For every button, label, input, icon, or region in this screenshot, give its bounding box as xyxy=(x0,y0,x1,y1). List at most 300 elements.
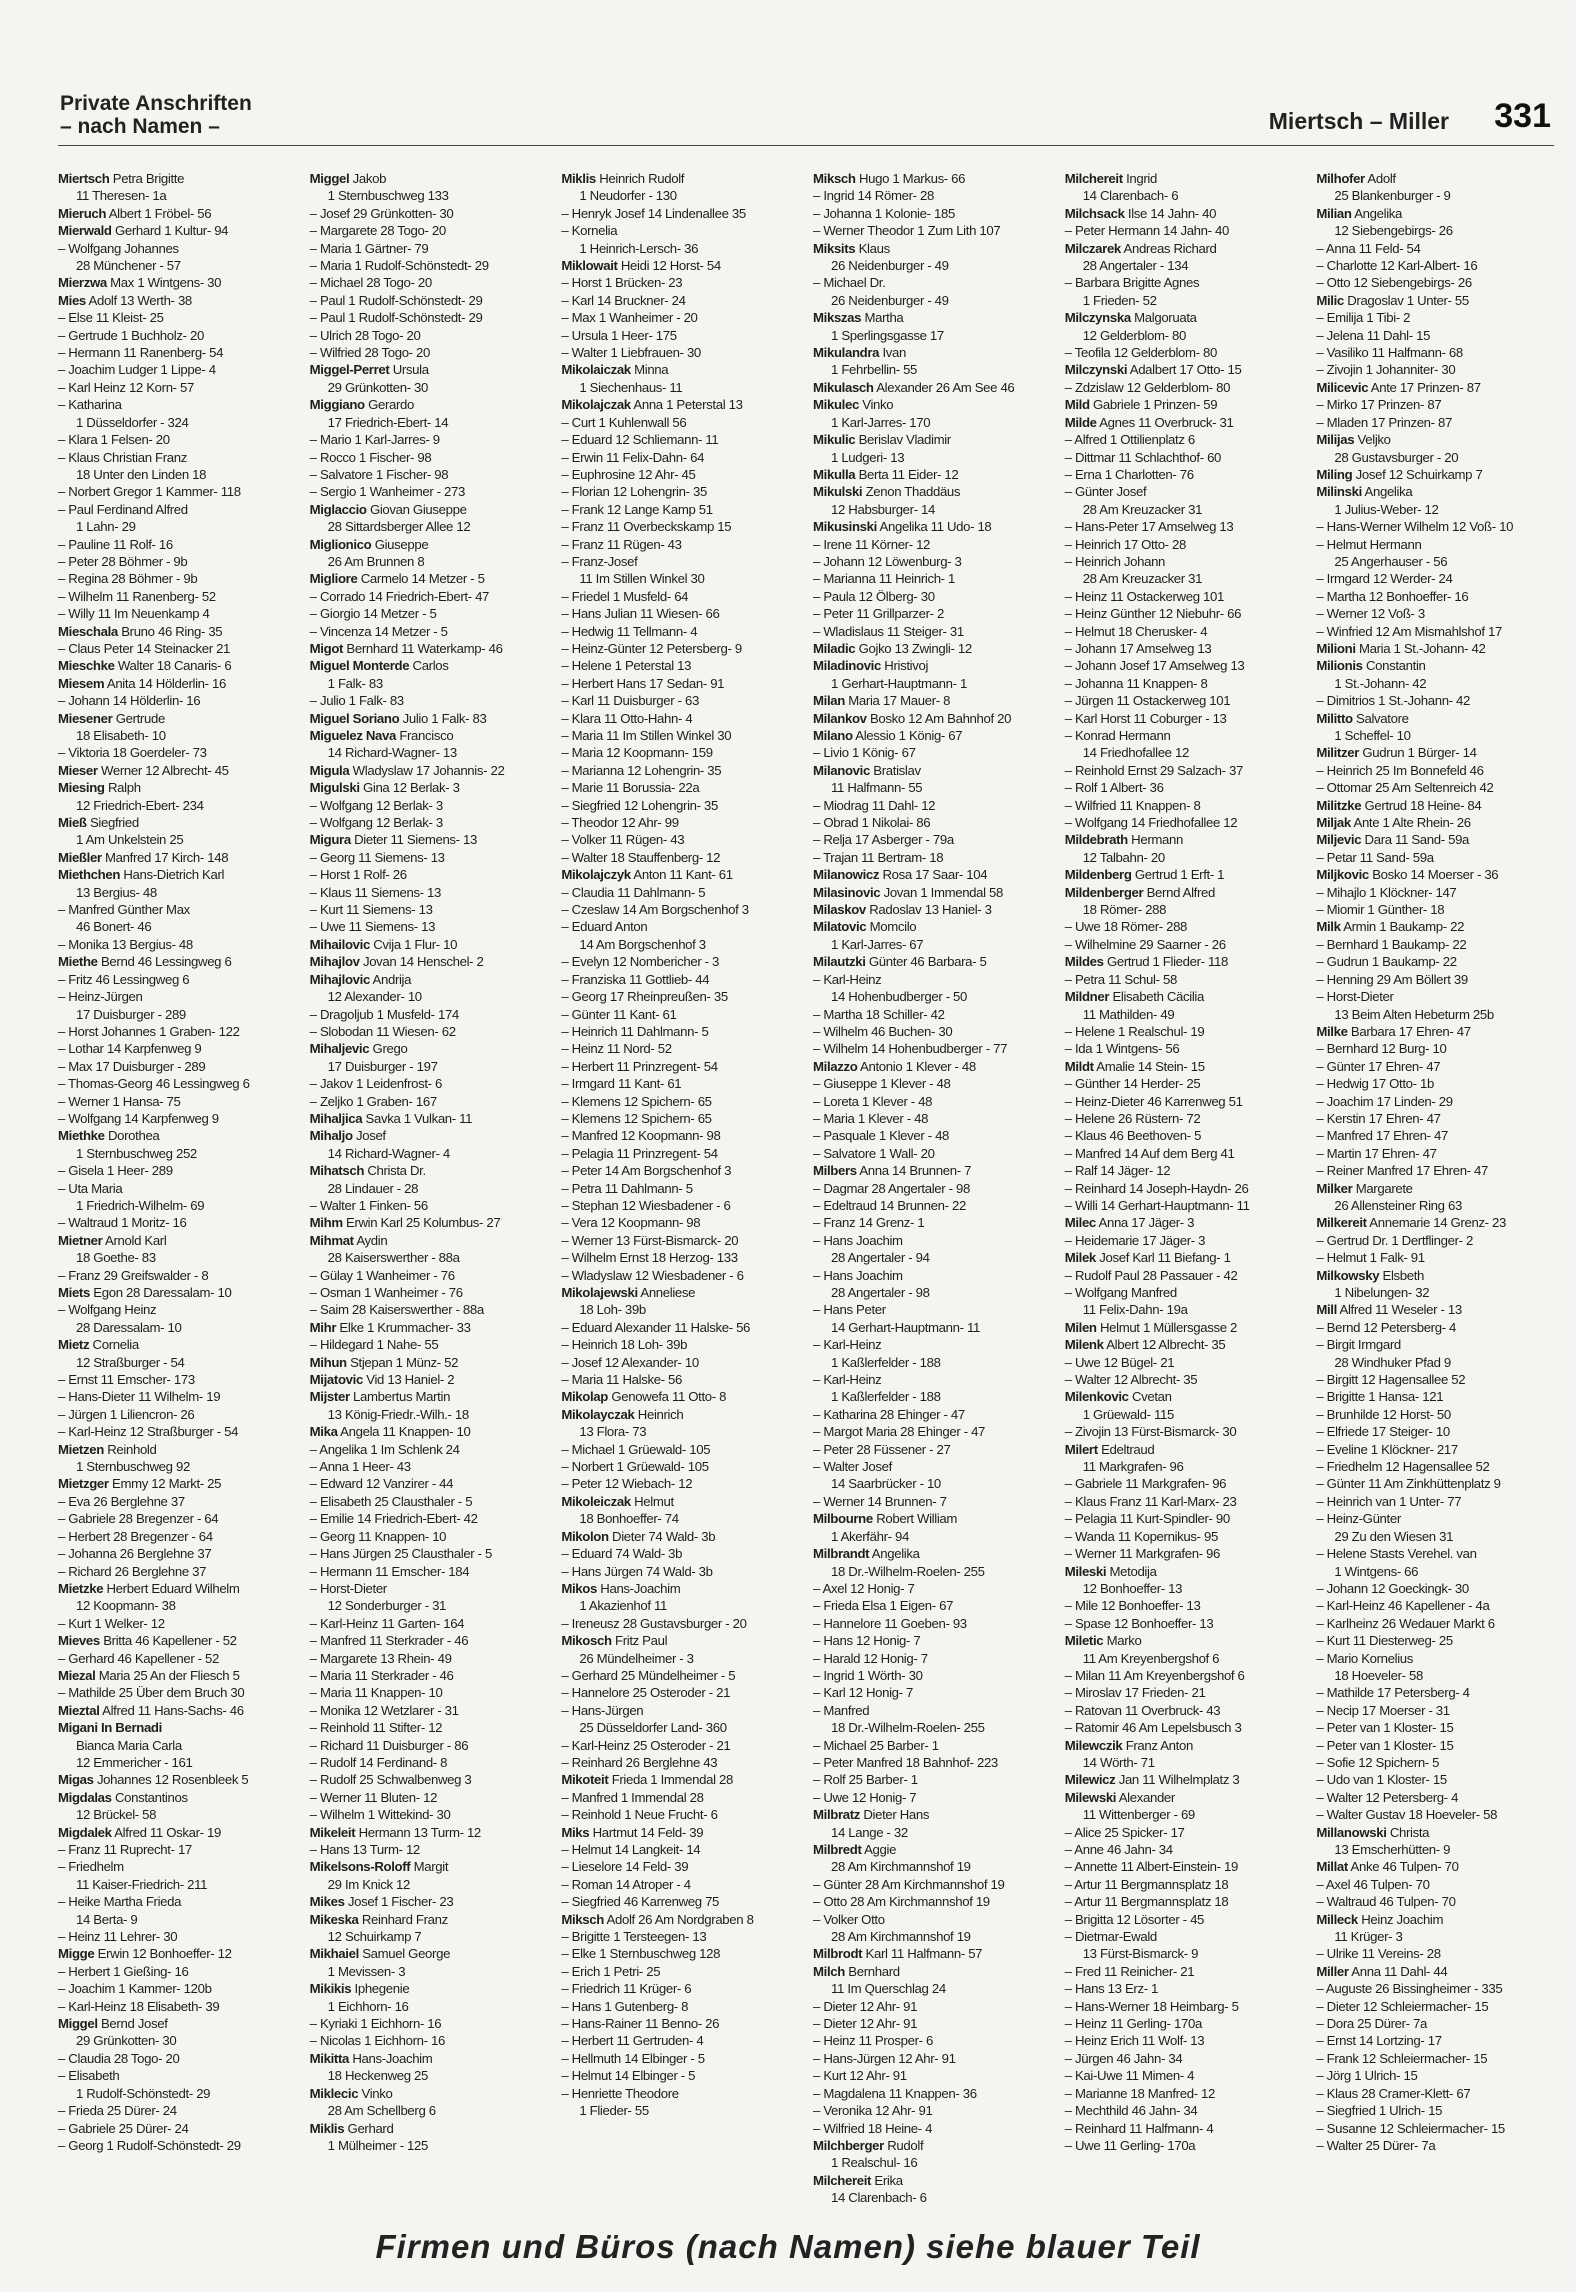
entry-surname: Mildes xyxy=(1064,954,1104,970)
entry-details: Andreas Richard xyxy=(1120,240,1217,256)
entry-surname: Milde xyxy=(1064,414,1097,430)
entry-details: Adalbert 17 Otto- 15 xyxy=(1127,362,1242,378)
entry-details: – Harald 12 Honig- 7 xyxy=(813,1650,928,1666)
entry-surname: Milazzo xyxy=(813,1058,858,1074)
directory-entry xyxy=(1065,831,1305,848)
directory-entry xyxy=(561,762,801,779)
entry-details: Bernd Alfred xyxy=(1143,884,1215,900)
directory-entry xyxy=(58,1615,298,1632)
directory-entry xyxy=(58,2050,298,2067)
directory-entry xyxy=(58,292,298,309)
entry-details: 18 Elisabeth- 10 xyxy=(76,728,166,743)
entry-surname: Mihaljevic xyxy=(309,1041,370,1057)
entry-details: – Walter Gustav 18 Hoeveler- 58 xyxy=(1316,1807,1498,1823)
entry-details: – Lieselore 14 Feld- 39 xyxy=(561,1859,689,1875)
directory-entry xyxy=(310,274,550,291)
entry-details: Ante 17 Prinzen- 87 xyxy=(1368,379,1481,395)
entry-details: Ante 1 Alte Rhein- 26 xyxy=(1350,815,1471,831)
directory-entry xyxy=(310,449,550,466)
directory-entry xyxy=(58,692,298,709)
directory-entry xyxy=(1316,1510,1556,1527)
entry-details: 13 Beim Alten Hebeturm 25b xyxy=(1334,1006,1494,1022)
directory-entry xyxy=(1065,1284,1305,1301)
entry-details: – Bernd 12 Petersberg- 4 xyxy=(1316,1319,1457,1335)
entry-details: – Heidemarie 17 Jäger- 3 xyxy=(1064,1232,1206,1248)
directory-column-4 xyxy=(813,170,1053,2206)
directory-entry xyxy=(813,466,1053,483)
entry-surname: Milijas xyxy=(1316,432,1355,448)
directory-entry xyxy=(813,866,1053,883)
entry-surname: Mikszas xyxy=(813,310,862,326)
entry-surname: Miklowait xyxy=(561,258,618,274)
directory-entry xyxy=(58,2067,298,2084)
directory-entry xyxy=(813,1006,1053,1023)
entry-details: Anna 11 Dahl- 44 xyxy=(1348,1963,1448,1979)
entry-surname: Mieruch xyxy=(58,205,107,221)
directory-entry xyxy=(1316,1006,1556,1023)
entry-details: – Paul 1 Rudolf-Schönstedt- 29 xyxy=(309,292,483,308)
directory-entry xyxy=(813,1998,1053,2015)
directory-entry xyxy=(1065,727,1305,744)
directory-entry xyxy=(1316,1423,1556,1440)
entry-details: – Hildegard 1 Nahe- 55 xyxy=(309,1337,439,1353)
directory-entry xyxy=(1065,1667,1305,1684)
entry-details: Hans-Joachim xyxy=(349,2050,433,2066)
entry-surname: Miggel-Perret xyxy=(309,362,390,378)
entry-details: – Hans 13 Turm- 12 xyxy=(309,1842,420,1857)
directory-entry xyxy=(58,1510,298,1527)
directory-entry xyxy=(813,1737,1053,1754)
entry-details: Berta 11 Eider- 12 xyxy=(855,466,959,482)
directory-entry xyxy=(1316,2050,1556,2067)
directory-entry xyxy=(813,483,1053,500)
entry-details: – Otto 28 Am Kirchmannshof 19 xyxy=(813,1894,990,1910)
directory-entry xyxy=(1316,553,1556,570)
directory-entry xyxy=(310,240,550,257)
directory-entry xyxy=(1316,849,1556,866)
directory-entry xyxy=(310,1650,550,1667)
directory-entry xyxy=(1316,1684,1556,1701)
directory-entry xyxy=(813,1475,1053,1492)
entry-surname: Mietz xyxy=(58,1337,90,1353)
entry-details: – Rudolf Paul 28 Passauer - 42 xyxy=(1064,1267,1238,1283)
directory-entry xyxy=(561,1093,801,1110)
entry-surname: Mihaljica xyxy=(309,1110,363,1126)
entry-surname: Mildenberger xyxy=(1064,884,1144,900)
entry-details: – Ernst 11 Emscher- 173 xyxy=(58,1372,195,1388)
entry-details: 14 Richard-Wagner- 4 xyxy=(327,1145,450,1161)
entry-details: – Wilhelmine 29 Saarner - 26 xyxy=(1064,936,1226,952)
directory-entry xyxy=(58,2085,298,2102)
entry-details: – Wilfried 18 Heine- 4 xyxy=(813,2120,933,2136)
entry-details: Gina 12 Berlak- 3 xyxy=(359,780,460,796)
directory-entry xyxy=(58,797,298,814)
directory-entry xyxy=(561,953,801,970)
entry-details: Constantin xyxy=(1362,658,1426,674)
entry-details: Britta 46 Kapellener - 52 xyxy=(99,1633,237,1649)
directory-entry xyxy=(1065,1580,1305,1597)
directory-entry xyxy=(310,1615,550,1632)
directory-entry xyxy=(58,936,298,953)
entry-surname: Milic xyxy=(1316,292,1344,308)
directory-entry xyxy=(310,2137,550,2154)
directory-entry xyxy=(310,901,550,918)
directory-entry xyxy=(1316,1232,1556,1249)
directory-entry xyxy=(310,1806,550,1823)
entry-details: – Heinz Erich 11 Wolf- 13 xyxy=(1064,2033,1205,2049)
directory-entry xyxy=(813,170,1053,187)
entry-details: – Katharina xyxy=(58,397,122,413)
entry-details: 14 Berta- 9 xyxy=(76,1911,138,1927)
entry-details: – Peter Hermann 14 Jahn- 40 xyxy=(1064,223,1229,239)
entry-details: – Maria 1 Rudolf-Schönstedt- 29 xyxy=(309,258,489,274)
directory-entry xyxy=(1316,1301,1556,1318)
entry-details: Hans-Joachim xyxy=(596,1580,681,1596)
directory-entry xyxy=(813,1406,1053,1423)
directory-entry xyxy=(58,657,298,674)
entry-details: – Hans-Dieter 11 Wilhelm- 19 xyxy=(58,1389,221,1405)
directory-entry xyxy=(1065,605,1305,622)
entry-details: Alfred 11 Oskar- 19 xyxy=(111,1824,221,1840)
entry-details: Vinko xyxy=(858,397,894,413)
directory-entry xyxy=(58,2102,298,2119)
directory-entry xyxy=(1316,1127,1556,1144)
entry-surname: Mihm xyxy=(309,1215,343,1231)
entry-details: Veljko xyxy=(1354,432,1391,448)
directory-entry xyxy=(813,2102,1053,2119)
entry-details: – Hans-Jürgen 12 Ahr- 91 xyxy=(813,2050,956,2066)
directory-entry xyxy=(1065,1110,1305,1127)
directory-column-6 xyxy=(1316,170,1556,2160)
entry-details: Heinz Joachim xyxy=(1357,1911,1444,1927)
entry-details: – Herbert 11 Gertruden- 4 xyxy=(561,2033,704,2049)
directory-entry xyxy=(561,222,801,239)
entry-details: – Waltraud 1 Moritz- 16 xyxy=(58,1215,187,1231)
entry-details: – Henryk Josef 14 Lindenallee 35 xyxy=(561,205,746,221)
directory-entry xyxy=(1316,483,1556,500)
directory-entry xyxy=(813,1858,1053,1875)
directory-entry xyxy=(813,1789,1053,1806)
directory-entry xyxy=(1065,1597,1305,1614)
directory-entry xyxy=(1316,1528,1556,1545)
entry-surname: Mieztal xyxy=(58,1702,100,1718)
directory-entry xyxy=(813,1180,1053,1197)
entry-details: Minna xyxy=(630,362,669,378)
directory-entry xyxy=(1316,1580,1556,1597)
entry-details: 1 St.-Johann- 42 xyxy=(1334,675,1427,691)
directory-entry xyxy=(561,1510,801,1527)
entry-surname: Miglaccio xyxy=(309,501,367,517)
directory-entry xyxy=(310,2015,550,2032)
entry-details: – Martha 12 Bonhoeffer- 16 xyxy=(1316,588,1469,604)
entry-surname: Mildner xyxy=(1064,989,1110,1005)
entry-details: – Heinz-Günter 12 Petersberg- 9 xyxy=(561,640,742,656)
directory-entry xyxy=(58,1249,298,1266)
entry-details: Elke 1 Krummacher- 33 xyxy=(336,1319,471,1335)
entry-details: Josef Karl 11 Biefang- 1 xyxy=(1095,1250,1231,1266)
entry-details: Radoslav 13 Haniel- 3 xyxy=(865,902,992,918)
entry-surname: Mikikis xyxy=(309,1981,352,1997)
entry-details: 1 Grüewald- 115 xyxy=(1082,1406,1174,1422)
entry-surname: Miesener xyxy=(58,710,113,726)
directory-entry xyxy=(58,918,298,935)
directory-entry xyxy=(813,1162,1053,1179)
directory-entry xyxy=(813,292,1053,309)
directory-entry xyxy=(1316,309,1556,326)
directory-entry xyxy=(1065,187,1305,204)
entry-details: – Roman 14 Atroper - 4 xyxy=(561,1876,691,1892)
directory-entry xyxy=(1065,1789,1305,1806)
directory-entry xyxy=(561,1980,801,1997)
directory-entry xyxy=(58,518,298,535)
directory-entry xyxy=(1065,1528,1305,1545)
directory-entry xyxy=(813,2067,1053,2084)
entry-details: Dieter 74 Wald- 3b xyxy=(608,1528,716,1544)
entry-details: 11 Theresen- 1a xyxy=(76,188,167,204)
entry-details: – Irene 11 Körner- 12 xyxy=(813,536,931,552)
entry-details: – Manfred Günther Max xyxy=(58,902,190,918)
directory-entry xyxy=(561,1528,801,1545)
directory-entry xyxy=(58,588,298,605)
directory-entry xyxy=(310,518,550,535)
entry-details: – Frank 12 Lange Kamp 51 xyxy=(561,501,713,517)
directory-entry xyxy=(561,1441,801,1458)
directory-entry xyxy=(1065,1650,1305,1667)
entry-details: 11 Am Kreyenbergshof 6 xyxy=(1082,1650,1220,1666)
directory-entry xyxy=(561,710,801,727)
entry-details: – Martin 17 Ehren- 47 xyxy=(1316,1145,1437,1161)
entry-details: Carlos xyxy=(409,658,449,674)
entry-details: – Hans Joachim xyxy=(813,1267,903,1283)
entry-surname: Mihaljo xyxy=(309,1128,353,1144)
directory-entry xyxy=(58,1023,298,1040)
directory-entry xyxy=(813,744,1053,761)
entry-details: – Herbert Hans 17 Sedan- 91 xyxy=(561,675,725,691)
entry-details: – Gerhard 25 Mündelheimer - 5 xyxy=(561,1667,736,1683)
entry-details: – Helmut 14 Langkeit- 14 xyxy=(561,1842,701,1857)
entry-details: – Reinhold Ernst 29 Salzach- 37 xyxy=(1064,762,1243,778)
entry-details: – Ulrike 11 Vereins- 28 xyxy=(1316,1946,1441,1962)
entry-details: – Hans-Werner Wilhelm 12 Voß- 10 xyxy=(1316,519,1514,535)
directory-entry xyxy=(1065,936,1305,953)
entry-surname: Militto xyxy=(1316,710,1353,726)
directory-entry xyxy=(1316,205,1556,222)
directory-entry xyxy=(813,1388,1053,1405)
entry-details: Robert William xyxy=(872,1511,958,1527)
entry-details: – Stephan 12 Wiesbadener - 6 xyxy=(561,1197,731,1213)
directory-entry xyxy=(310,1197,550,1214)
entry-details: – Friedhelm 12 Hagensallee 52 xyxy=(1316,1459,1490,1475)
entry-details: Margit xyxy=(410,1859,449,1875)
directory-entry xyxy=(58,1301,298,1318)
entry-details: 12 Siebengebirgs- 26 xyxy=(1334,223,1453,239)
entry-details: – Manfred 12 Koopmann- 98 xyxy=(561,1128,721,1144)
entry-details: 18 Römer- 288 xyxy=(1082,902,1167,918)
directory-entry xyxy=(310,2032,550,2049)
entry-surname: Mieves xyxy=(58,1633,100,1649)
entry-details: – Karl-Heinz 12 Straßburger - 54 xyxy=(58,1424,239,1440)
directory-entry xyxy=(1316,1406,1556,1423)
entry-details: – Miodrag 11 Dahl- 12 xyxy=(813,797,936,813)
directory-entry xyxy=(1065,257,1305,274)
directory-entry xyxy=(813,1371,1053,1388)
directory-entry xyxy=(1065,570,1305,587)
directory-entry xyxy=(561,1145,801,1162)
entry-details: – Ingrid 1 Wörth- 30 xyxy=(813,1667,923,1683)
directory-entry xyxy=(1065,1162,1305,1179)
entry-details: Vid 13 Haniel- 2 xyxy=(362,1372,455,1388)
entry-surname: Mietner xyxy=(58,1232,103,1248)
entry-details: – Zivojin 13 Fürst-Bismarck- 30 xyxy=(1064,1424,1237,1440)
directory-entry xyxy=(813,2015,1053,2032)
entry-details: 1 Kaßlerfelder - 188 xyxy=(831,1354,941,1370)
entry-details: Zenon Thaddäus xyxy=(862,484,961,500)
directory-entry xyxy=(1316,1249,1556,1266)
directory-entry xyxy=(1316,1597,1556,1614)
entry-details: – Mechthild 46 Jahn- 34 xyxy=(1064,2103,1198,2119)
directory-entry xyxy=(1065,1040,1305,1057)
entry-surname: Miertsch xyxy=(58,171,110,186)
directory-entry xyxy=(1316,1388,1556,1405)
directory-entry xyxy=(310,1162,550,1179)
directory-entry xyxy=(1316,1319,1556,1336)
entry-surname: Milioni xyxy=(1316,640,1356,656)
directory-entry xyxy=(561,1998,801,2015)
entry-details: 1 Flieder- 55 xyxy=(579,2103,649,2119)
entry-details: – Eva 26 Berglehne 37 xyxy=(58,1493,185,1509)
entry-details: – Dieter 12 Schleiermacher- 15 xyxy=(1316,1998,1489,2014)
directory-entry xyxy=(813,431,1053,448)
directory-entry xyxy=(561,692,801,709)
entry-details: – Peter 28 Füssener - 27 xyxy=(813,1441,951,1457)
entry-details: – Gerhard 46 Kapellener - 52 xyxy=(58,1650,220,1666)
directory-entry xyxy=(58,814,298,831)
directory-entry xyxy=(1316,327,1556,344)
directory-entry xyxy=(1065,1301,1305,1318)
directory-entry xyxy=(58,1371,298,1388)
entry-details: – Maria 11 Im Stillen Winkel 30 xyxy=(561,728,732,743)
directory-entry xyxy=(1316,831,1556,848)
directory-entry xyxy=(561,2015,801,2032)
entry-details: – Karl Heinz 12 Korn- 57 xyxy=(58,379,195,395)
entry-details: Agnes 11 Overbruck- 31 xyxy=(1096,414,1234,430)
entry-details: – Kyriaki 1 Eichhorn- 16 xyxy=(309,2016,442,2032)
directory-entry xyxy=(1065,1806,1305,1823)
directory-entry xyxy=(58,1040,298,1057)
directory-entry xyxy=(310,431,550,448)
entry-details: 12 Gelderblom- 80 xyxy=(1082,327,1186,343)
directory-entry xyxy=(813,396,1053,413)
directory-entry xyxy=(813,361,1053,378)
entry-details: – Rocco 1 Fischer- 98 xyxy=(309,449,432,465)
entry-details: – Friedrich 11 Krüger- 6 xyxy=(561,1981,692,1997)
entry-details: – Hans-Peter 17 Amselweg 13 xyxy=(1064,519,1234,535)
entry-surname: Miljkovic xyxy=(1316,867,1369,883)
entry-details: – Hans Jürgen 25 Clausthaler - 5 xyxy=(309,1546,492,1562)
directory-entry xyxy=(1316,623,1556,640)
entry-details: 26 Mündelheimer - 3 xyxy=(579,1650,694,1666)
directory-entry xyxy=(1065,396,1305,413)
entry-details: 12 Brückel- 58 xyxy=(76,1807,157,1823)
entry-details: – Mathilde 17 Petersberg- 4 xyxy=(1316,1685,1470,1701)
directory-entry xyxy=(58,1145,298,1162)
entry-details: 18 Goethe- 83 xyxy=(76,1250,156,1266)
directory-entry xyxy=(561,727,801,744)
entry-details: – Elfriede 17 Steiger- 10 xyxy=(1316,1424,1450,1440)
entry-details: – Horst 1 Brücken- 23 xyxy=(561,275,683,291)
entry-details: – Wilhelm 11 Ranenberg- 52 xyxy=(58,588,216,604)
directory-entry xyxy=(1065,849,1305,866)
entry-details: – Sofie 12 Spichern- 5 xyxy=(1316,1754,1440,1770)
directory-entry xyxy=(1065,1841,1305,1858)
entry-details: 28 Am Kreuzacker 31 xyxy=(1082,501,1203,517)
directory-entry xyxy=(561,274,801,291)
entry-details: – Karl-Heinz xyxy=(813,1372,882,1388)
entry-details: – Relja 17 Asberger - 79a xyxy=(813,832,954,848)
entry-surname: Miets xyxy=(58,1285,90,1300)
entry-details: 12 Habsburger- 14 xyxy=(831,501,936,517)
entry-surname: Milasinovic xyxy=(813,884,881,900)
entry-details: – Obrad 1 Nikolai- 86 xyxy=(813,815,931,831)
directory-entry xyxy=(58,240,298,257)
directory-entry xyxy=(58,1632,298,1649)
directory-entry xyxy=(561,553,801,570)
entry-surname: Mießler xyxy=(58,849,102,865)
directory-entry xyxy=(1316,1475,1556,1492)
entry-surname: Milbrodt xyxy=(813,1946,863,1962)
entry-details: 29 Zu den Wiesen 31 xyxy=(1334,1528,1454,1544)
directory-entry xyxy=(1316,1824,1556,1841)
entry-details: – Johann 14 Hölderlin- 16 xyxy=(58,693,201,709)
directory-entry xyxy=(310,396,550,413)
entry-details: – Brunhilde 12 Horst- 50 xyxy=(1316,1406,1451,1422)
entry-details: 14 Am Borgschenhof 3 xyxy=(579,936,706,952)
directory-entry xyxy=(1316,1545,1556,1562)
directory-entry xyxy=(813,379,1053,396)
directory-entry xyxy=(813,1075,1053,1092)
entry-details: – Günter 11 Am Zinkhüttenplatz 9 xyxy=(1316,1476,1501,1492)
entry-details: – Marie 11 Borussia- 22a xyxy=(561,780,700,796)
entry-details: – Helene 1 Realschul- 19 xyxy=(1064,1023,1205,1039)
entry-details: – Annette 11 Albert-Einstein- 19 xyxy=(1064,1859,1238,1875)
entry-details: Julio 1 Falk- 83 xyxy=(399,710,487,726)
entry-surname: Mieschala xyxy=(58,623,118,639)
directory-entry xyxy=(813,222,1053,239)
entry-surname: Migot xyxy=(309,640,344,656)
directory-entry xyxy=(1065,1702,1305,1719)
entry-details: – Frank 12 Schleiermacher- 15 xyxy=(1316,2050,1488,2066)
section-title-line-1: Private Anschriften xyxy=(60,92,252,115)
entry-details: – Heinz 11 Lehrer- 30 xyxy=(58,1929,178,1945)
entry-details: Anneliese xyxy=(637,1285,696,1300)
entry-details: – Evelyn 12 Nombericher - 3 xyxy=(561,954,720,970)
entry-details: – Kornelia xyxy=(561,223,618,239)
directory-entry xyxy=(1316,1354,1556,1371)
directory-entry xyxy=(1316,1963,1556,1980)
directory-entry xyxy=(561,1197,801,1214)
entry-details: – Veronika 12 Ahr- 91 xyxy=(813,2103,933,2119)
entry-details: – Heinz 11 Ostackerweg 101 xyxy=(1064,588,1224,604)
entry-details: Franz Anton xyxy=(1122,1737,1193,1753)
directory-entry xyxy=(310,257,550,274)
directory-entry xyxy=(561,1110,801,1127)
directory-entry xyxy=(310,1493,550,1510)
entry-details: 26 Neidenburger - 49 xyxy=(831,292,949,308)
entry-details: – Hans-Rainer 11 Benno- 26 xyxy=(561,2016,720,2032)
directory-entry xyxy=(813,344,1053,361)
directory-entry xyxy=(58,1336,298,1353)
entry-surname: Milaskov xyxy=(813,902,866,918)
